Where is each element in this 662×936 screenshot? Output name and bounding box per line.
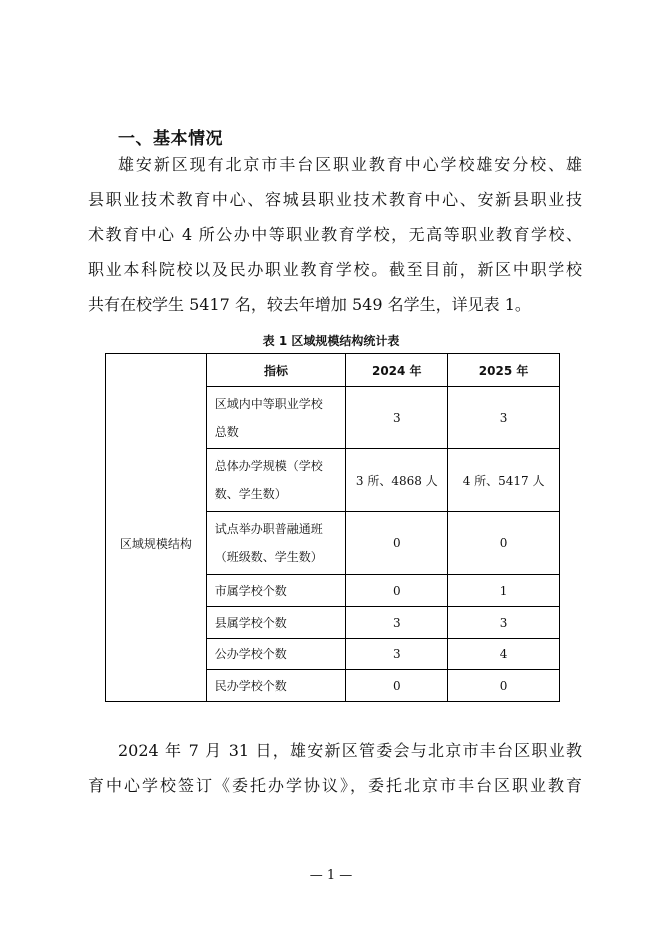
header-cell-2025: 2025 年 bbox=[448, 354, 560, 387]
indicator-cell: 民办学校个数 bbox=[206, 670, 346, 702]
paragraph-line: 职业本科院校以及民办职业教育学校。截至目前，新区中职学校 bbox=[88, 260, 582, 279]
paragraph-line: 共有在校学生 5417 名，较去年增加 549 名学生，详见表 1。 bbox=[88, 295, 531, 314]
value-2024-cell: 0 bbox=[346, 670, 448, 702]
value-2025-cell: 3 bbox=[448, 607, 560, 639]
statistics-table bbox=[105, 353, 560, 702]
indicator-line: （班级数、学生数） bbox=[214, 550, 323, 564]
value-2025-cell: 4 bbox=[448, 639, 560, 670]
indicator-line: 总体办学规模（学校 bbox=[214, 459, 323, 473]
section-heading: 一、基本情况 bbox=[118, 129, 223, 149]
indicator-cell: 公办学校个数 bbox=[206, 639, 346, 670]
value-2025-cell: 4 所、5417 人 bbox=[448, 449, 560, 512]
value-2024-cell: 3 bbox=[346, 387, 448, 449]
category-cell: 区域规模结构 bbox=[106, 387, 207, 702]
paragraph-line: 术教育中心 4 所公办中等职业教育学校，无高等职业教育学校、 bbox=[88, 225, 582, 244]
indicator-cell: 市属学校个数 bbox=[206, 575, 346, 607]
value-2024-cell: 0 bbox=[346, 512, 448, 575]
paragraph-line: 育中心学校签订《委托办学协议》，委托北京市丰台区职业教育 bbox=[88, 776, 582, 795]
paragraph-line: 雄安新区现有北京市丰台区职业教育中心学校雄安分校、雄 bbox=[118, 155, 582, 174]
table-row bbox=[106, 387, 560, 449]
page-number: — 1 — bbox=[309, 868, 353, 883]
header-cell-empty bbox=[106, 354, 207, 387]
indicator-cell bbox=[206, 387, 346, 449]
indicator-line: 总数 bbox=[214, 424, 239, 439]
header-cell-2024: 2024 年 bbox=[346, 354, 448, 387]
value-2025-cell: 0 bbox=[448, 512, 560, 575]
table-header-row bbox=[106, 354, 560, 387]
value-2024-cell: 3 所、4868 人 bbox=[346, 449, 448, 512]
header-cell-indicator: 指标 bbox=[206, 354, 346, 387]
indicator-line: 数、学生数） bbox=[214, 487, 287, 501]
value-2024-cell: 3 bbox=[346, 607, 448, 639]
indicator-cell: 县属学校个数 bbox=[206, 607, 346, 639]
value-2024-cell: 3 bbox=[346, 639, 448, 670]
indicator-line: 区域内中等职业学校 bbox=[214, 396, 323, 411]
paragraph-line: 2024 年 7 月 31 日，雄安新区管委会与北京市丰台区职业教 bbox=[118, 741, 582, 760]
value-2025-cell: 3 bbox=[448, 387, 560, 449]
value-2025-cell: 0 bbox=[448, 670, 560, 702]
value-2024-cell: 0 bbox=[346, 575, 448, 607]
indicator-cell bbox=[206, 449, 346, 512]
table-caption: 表 1 区域规模结构统计表 bbox=[262, 334, 400, 348]
paragraph-line: 县职业技术教育中心、容城县职业技术教育中心、安新县职业技 bbox=[88, 190, 582, 209]
indicator-cell bbox=[206, 512, 346, 575]
indicator-line: 试点举办职普融通班 bbox=[214, 522, 323, 536]
value-2025-cell: 1 bbox=[448, 575, 560, 607]
